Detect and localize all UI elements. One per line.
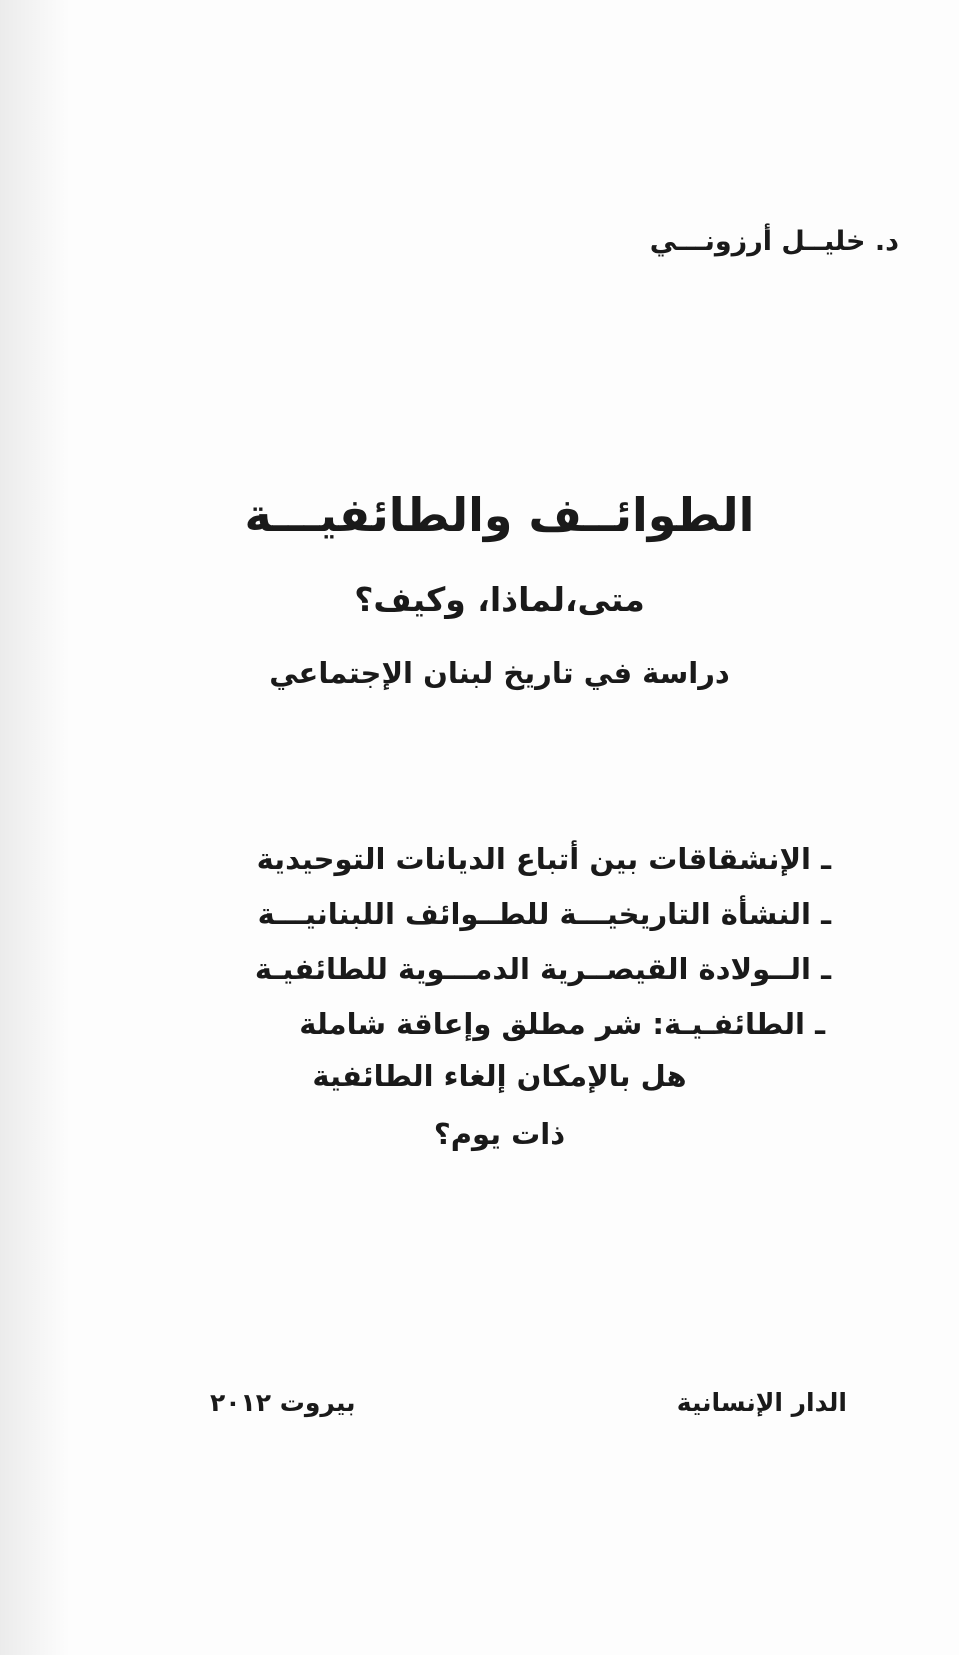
question-line-1: هل بالإمكان إلغاء الطائفية: [312, 1059, 687, 1093]
author-name: د. خليــل أرزونـــي: [649, 226, 899, 257]
question-line-2: ذات يوم؟: [433, 1117, 566, 1151]
book-title: الطوائــف والطائفيـــة: [244, 488, 755, 542]
topics-list: [255, 832, 831, 1052]
topic-item: ـ الإنشقاقات بين أتباع الديانات التوحيدية: [256, 842, 831, 876]
publication-place-year: بيروت ٢٠١٢: [210, 1388, 356, 1417]
closing-question: [0, 1047, 959, 1163]
book-subtitle: متى،لماذا، وكيف؟: [354, 580, 645, 619]
spine-shadow: [0, 0, 70, 1655]
topic-item: ـ الطائفـيـة: شر مطلق وإعاقة شاملة: [299, 1007, 825, 1041]
publisher-name: الدار الإنسانية: [676, 1388, 847, 1417]
study-description: دراسة في تاريخ لبنان الإجتماعي: [269, 656, 730, 690]
topic-item: ـ الــولادة القيصــرية الدمـــوية للطائفيـة: [254, 952, 831, 986]
topic-item: ـ النشأة التاريخيـــة للطــوائف اللبنانيـــة: [257, 897, 831, 931]
